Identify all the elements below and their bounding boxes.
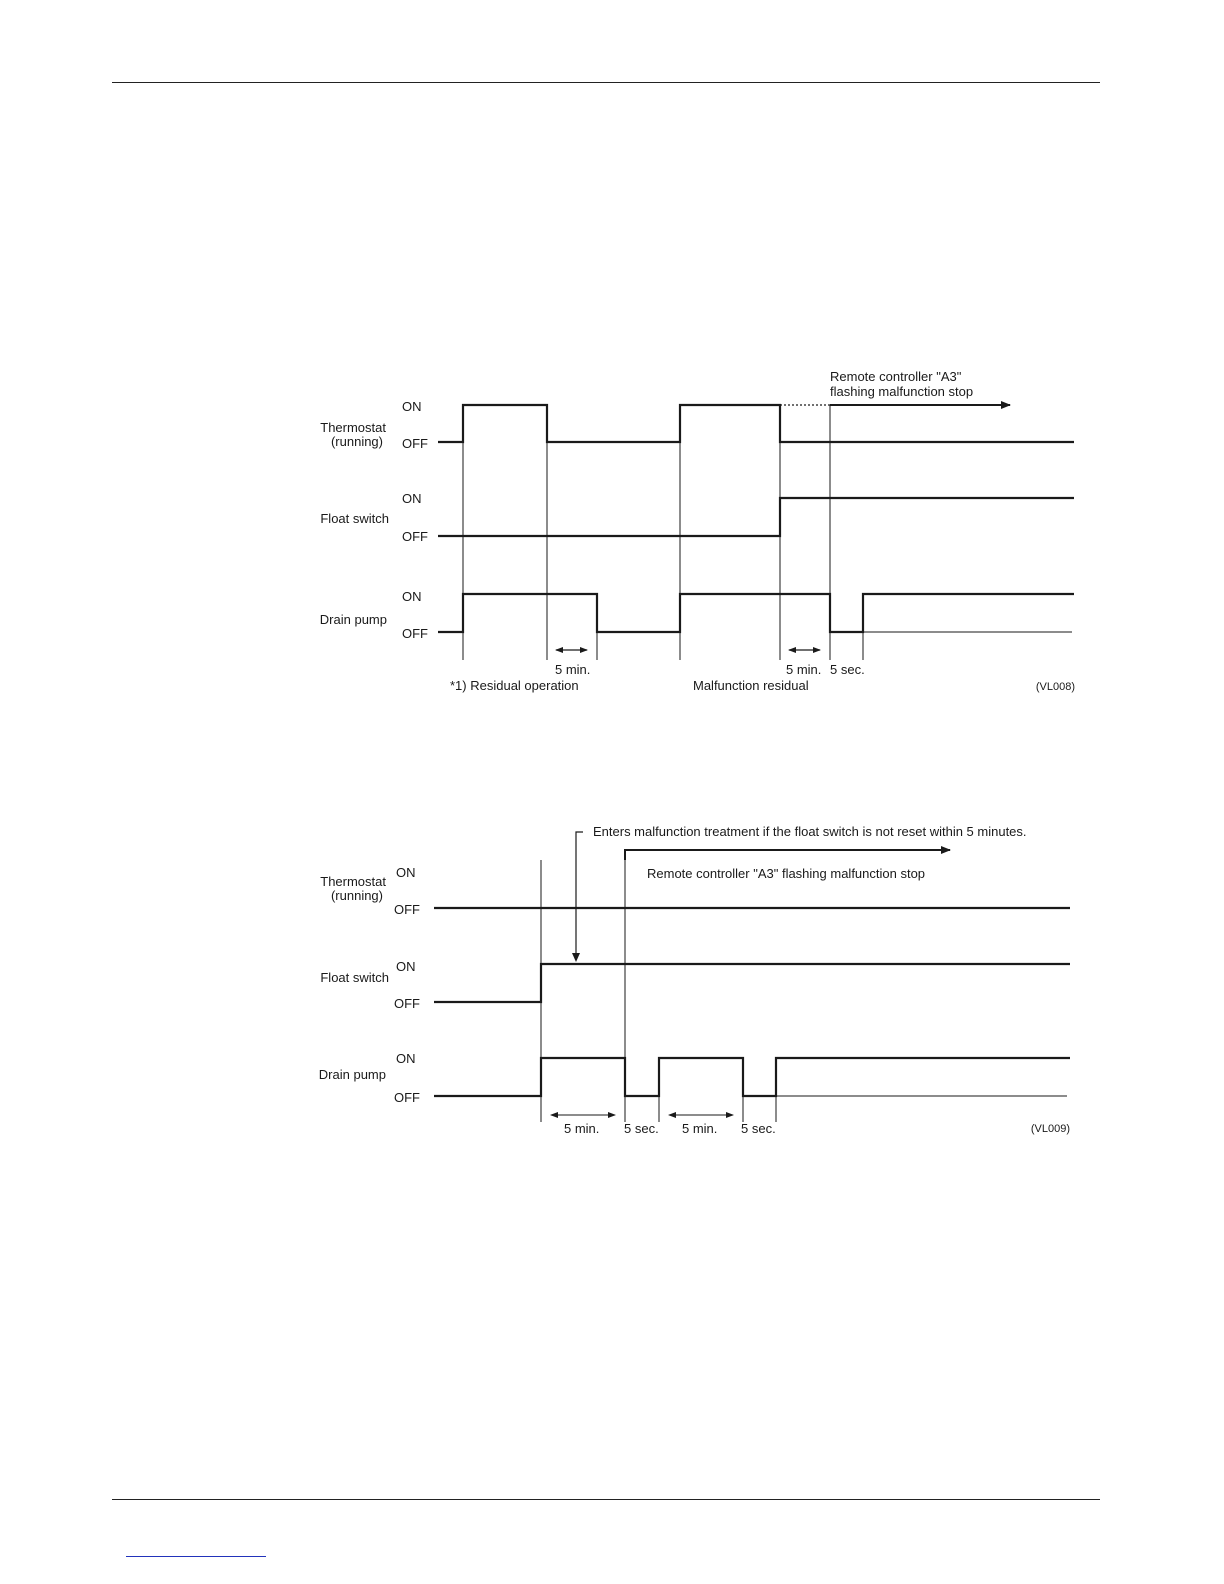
interval-label: 5 sec. [741,1121,776,1136]
figure-code: (VL009) [1030,1123,1070,1135]
thermostat-off-label: OFF [394,902,420,917]
float-switch-waveform [438,498,1074,536]
thermostat-waveform [438,405,1074,442]
callout-pointer-head [572,953,580,962]
thermostat-on-label: ON [396,865,416,880]
thermostat-sublabel: (running) [330,888,383,903]
footer-rule [112,1499,1100,1500]
pump-off-label: OFF [394,1090,420,1105]
drain-pump-waveform [434,1058,1070,1096]
float-switch-label: Float switch [320,970,389,985]
residual-operation-note: *1) Residual operation [450,678,579,693]
float-off-label: OFF [402,529,428,544]
callout-pointer [576,832,583,959]
pump-on-label: ON [402,589,422,604]
callout-line1: Remote controller "A3" [830,369,962,384]
drain-pump-label: Drain pump [318,1067,386,1082]
thermostat-on-label: ON [402,399,422,414]
float-switch-label: Float switch [320,511,389,526]
time-markers [463,405,863,660]
thermostat-label: Thermostat [320,874,386,889]
float-off-label: OFF [394,996,420,1011]
interval-label: 5 min. [682,1121,718,1136]
diagram-vl009 [319,824,1070,1136]
thermostat-sublabel: (running) [330,434,383,449]
thermostat-off-label: OFF [402,436,428,451]
thermostat-label: Thermostat [320,420,386,435]
interval-label: 5 min. [786,662,822,677]
malfunction-residual-note: Malfunction residual [693,678,809,693]
callout-stop: Remote controller "A3" flashing malfunction stop [647,866,926,881]
figure-code: (VL008) [1035,681,1075,693]
interval-label: 5 sec. [830,662,865,677]
interval-label: 5 min. [555,662,591,677]
pump-on-label: ON [396,1051,416,1066]
interval-label: 5 sec. [624,1121,659,1136]
footer-link-underline[interactable] [126,1556,266,1557]
pump-off-label: OFF [402,626,428,641]
malfunction-stop-arrow [625,850,950,860]
drain-pump-label: Drain pump [319,612,387,627]
float-on-label: ON [396,959,416,974]
float-switch-waveform [434,964,1070,1002]
drain-pump-waveform [438,594,1074,632]
callout-line2: flashing malfunction stop [830,384,974,399]
diagram-vl008 [320,369,1075,693]
float-on-label: ON [402,491,422,506]
callout-top: Enters malfunction treatment if the float switch is not reset within 5 minutes. [593,824,1027,839]
interval-label: 5 min. [564,1121,600,1136]
